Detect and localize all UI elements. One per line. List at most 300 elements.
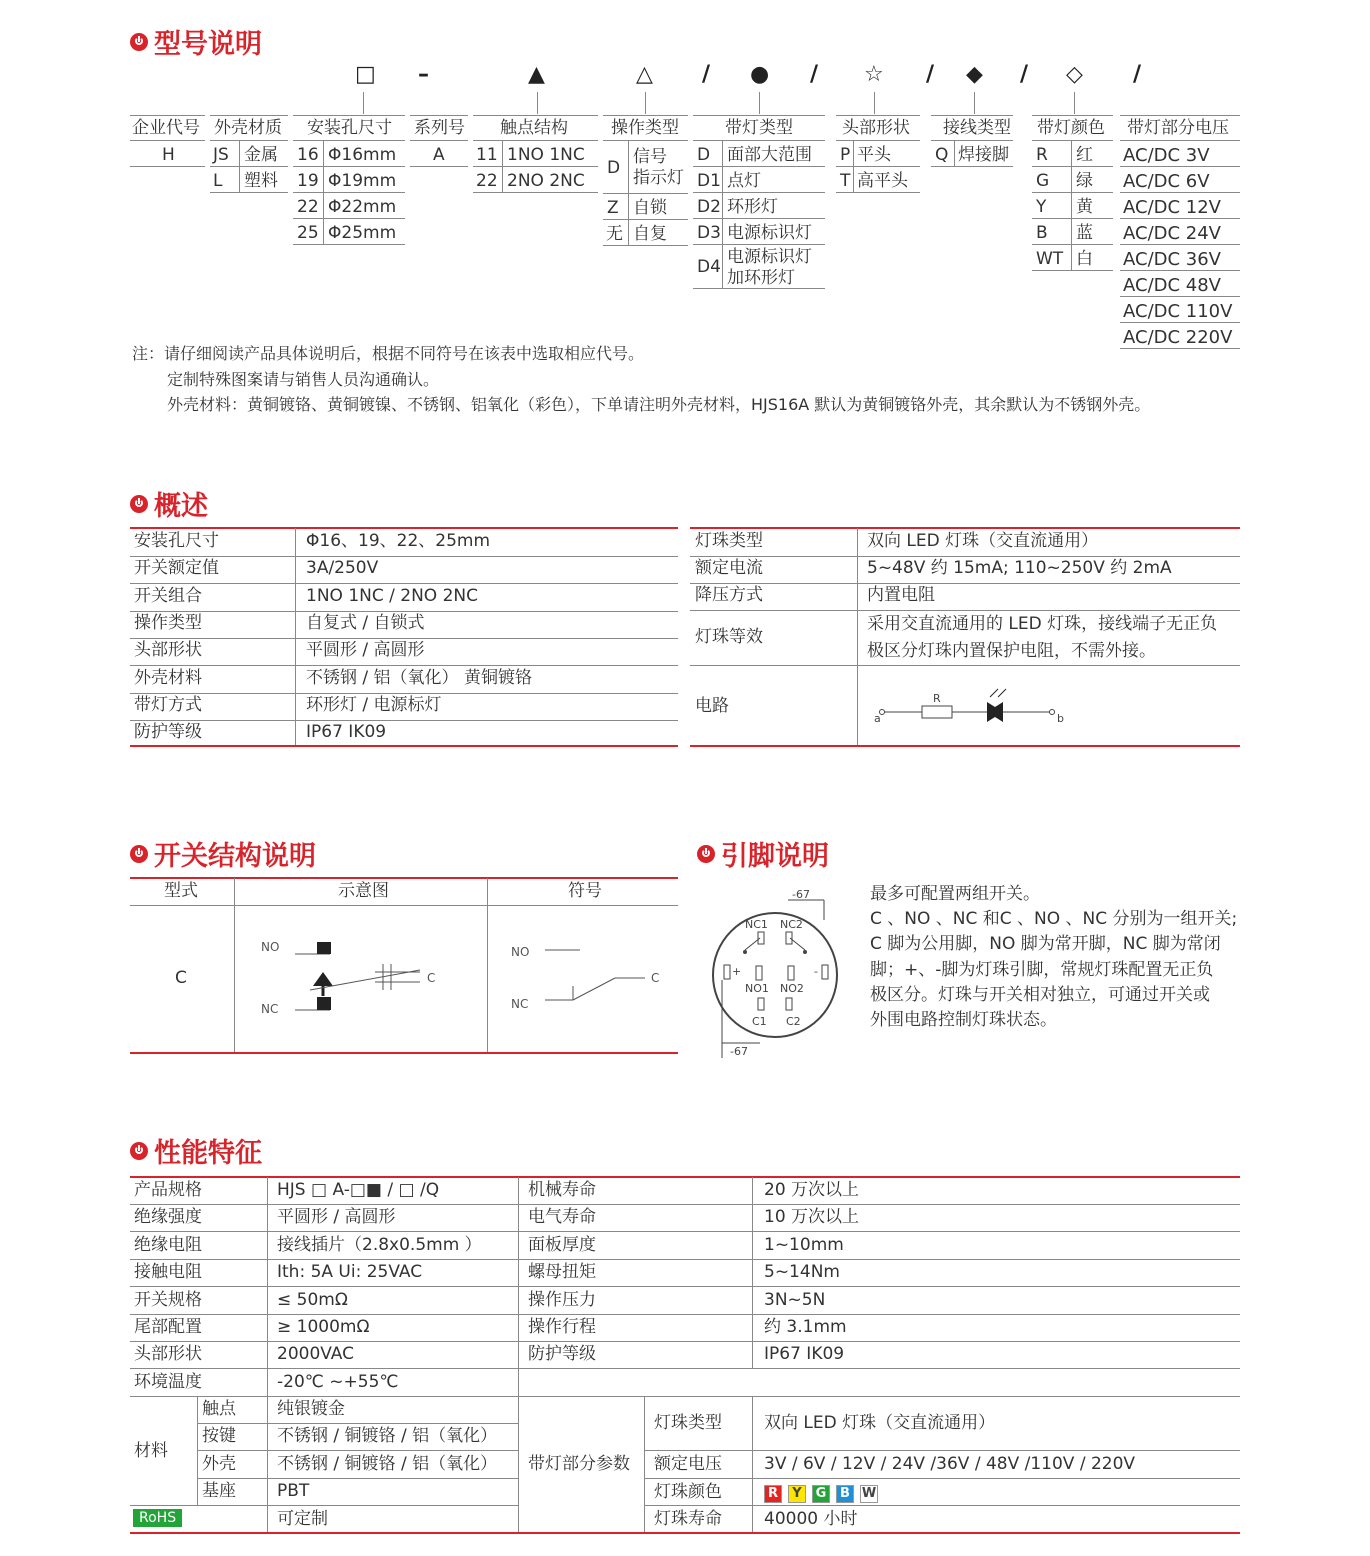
rule (130, 1231, 1240, 1232)
model-code: Z (607, 198, 619, 218)
perf-value: 3N~5N (764, 1289, 826, 1310)
overview-label: 额定电流 (695, 558, 763, 578)
perf-label: 头部形状 (134, 1344, 202, 1365)
model-code: B (1036, 223, 1048, 243)
rule (693, 140, 825, 141)
model-code: 无 (606, 224, 623, 244)
overview-value: 极区分灯珠内置保护电阻，不需外接。 (867, 641, 1156, 661)
rule (410, 140, 468, 141)
perf-label: 灯珠颜色 (654, 1482, 722, 1502)
perf-label: 绝缘电阻 (134, 1234, 202, 1255)
rule (644, 1450, 1240, 1451)
section-title-structure: 开关结构说明 (130, 834, 316, 873)
rule (603, 140, 688, 141)
rule (1120, 192, 1240, 193)
model-value: 自复 (633, 224, 667, 244)
model-value: 环形灯 (727, 197, 778, 217)
model-value: 加环形灯 (727, 268, 795, 288)
model-value: 红 (1076, 145, 1093, 165)
model-value: 信号 (633, 147, 667, 167)
rule (693, 115, 825, 116)
overview-value: 采用交直流通用的 LED 灯珠，接线端子无正负 (867, 614, 1218, 634)
rule (1120, 296, 1240, 297)
code-symbol: ◇ (1066, 62, 1083, 87)
rule (410, 166, 468, 167)
model-code: 22 (476, 171, 498, 191)
rule (293, 244, 405, 245)
perf-label: 产品规格 (134, 1180, 202, 1200)
swatch-y: Y (788, 1485, 806, 1503)
code-symbol: / (702, 62, 711, 87)
perf-label: 接触电阻 (134, 1262, 202, 1283)
perf-label: 开关规格 (134, 1289, 202, 1310)
rule (1120, 348, 1240, 349)
rule (1120, 166, 1240, 167)
rule (752, 1396, 753, 1532)
col-header: 型式 (164, 881, 198, 901)
overview-label: 防护等级 (134, 722, 202, 743)
model-value: 电源标识灯 (727, 223, 812, 243)
model-value: 金属 (244, 145, 278, 165)
rule (1032, 218, 1113, 219)
section-title-overview: 概述 (130, 484, 208, 523)
overview-value: Φ16、19、22、25mm (306, 531, 491, 551)
model-header: 接线类型 (943, 118, 1011, 138)
model-value: Φ25mm (328, 223, 397, 243)
model-value: AC/DC 24V (1123, 223, 1221, 244)
model-value: A (433, 145, 445, 165)
model-value: 白 (1076, 249, 1093, 269)
power-icon (130, 495, 148, 513)
model-header: 企业代号 (132, 118, 200, 138)
swatch-r: R (764, 1485, 782, 1503)
pin-c2: C2 (786, 1015, 801, 1028)
model-value: H (162, 145, 175, 165)
perf-value: 40000 小时 (764, 1509, 858, 1529)
rule (857, 528, 858, 745)
rule-red (690, 527, 1240, 529)
model-header: 带灯颜色 (1037, 118, 1105, 138)
rule (836, 166, 920, 167)
rule-red (130, 527, 678, 529)
perf-value: 可定制 (277, 1509, 328, 1529)
rule (130, 1204, 1240, 1205)
type-value: C (175, 968, 187, 988)
rule (1120, 140, 1240, 141)
rule-red (130, 1532, 1240, 1534)
code-symbol: ☆ (864, 62, 884, 87)
circuit-r: R (933, 692, 941, 705)
power-icon (130, 845, 148, 863)
rule (1120, 244, 1240, 245)
pin-c1: C1 (752, 1015, 767, 1028)
rule (210, 115, 288, 116)
model-code: D4 (697, 257, 721, 277)
overview-value: IP67 IK09 (306, 722, 387, 743)
perf-label: 带灯部分参数 (528, 1454, 630, 1474)
circuit-diagram (870, 685, 1070, 735)
perf-label: 基座 (202, 1481, 236, 1502)
perf-value: 2000VAC (277, 1344, 355, 1365)
model-value: 自锁 (633, 198, 667, 218)
rule (473, 140, 598, 141)
perf-value: ≤ 50mΩ (277, 1289, 348, 1310)
rule (722, 141, 723, 288)
model-code: D (607, 158, 621, 178)
model-code: 19 (297, 171, 319, 191)
model-header: 操作类型 (611, 118, 679, 138)
rule (690, 556, 1240, 557)
rule (628, 141, 629, 245)
rule (210, 192, 288, 193)
pins-text-line: 最多可配置两组开关。 (870, 884, 1040, 904)
pin-minus: - (814, 965, 818, 978)
pins-text-line: 极区分。灯珠与开关相对独立，可通过开关或 (870, 984, 1210, 1005)
model-code: L (213, 171, 223, 191)
rule (293, 115, 405, 116)
pin-no1: NO1 (745, 982, 769, 995)
circuit-b: b (1057, 712, 1064, 725)
model-value: 面部大范围 (727, 145, 812, 165)
overview-value: 平圆形 / 高圆形 (306, 640, 425, 661)
rule (690, 610, 1240, 611)
model-code: R (1036, 145, 1048, 165)
model-header: 触点结构 (500, 118, 568, 138)
model-code: D3 (697, 223, 721, 243)
rule (931, 166, 1013, 167)
section-title-model: 型号说明 (130, 22, 262, 61)
perf-value: HJS □ A-□■ / □ /Q (277, 1180, 440, 1200)
model-value: 1NO 1NC (507, 145, 585, 165)
perf-label: 操作压力 (528, 1289, 596, 1310)
model-code: T (840, 171, 851, 191)
perf-value: 不锈钢 / 铜镀铬 / 铝（氧化） (277, 1426, 498, 1447)
color-swatches (764, 1484, 884, 1503)
rule (130, 1341, 1240, 1342)
perf-label: 面板厚度 (528, 1234, 596, 1255)
rule (1032, 166, 1113, 167)
perf-value: 10 万次以上 (764, 1207, 860, 1228)
rule (130, 611, 678, 612)
rule (690, 583, 1240, 584)
rohs-badge: RoHS (133, 1509, 182, 1527)
overview-label: 安装孔尺寸 (134, 531, 219, 551)
rule (239, 141, 240, 193)
rule (693, 218, 825, 219)
model-code: 22 (297, 197, 319, 217)
code-symbol: ▲ (528, 62, 545, 87)
model-value: AC/DC 36V (1123, 249, 1221, 270)
overview-value: 自复式 / 自锁式 (306, 612, 425, 633)
model-code: Q (935, 145, 949, 165)
perf-label: 外壳 (202, 1453, 236, 1474)
code-symbol: / (810, 62, 819, 87)
model-value: AC/DC 3V (1123, 145, 1210, 166)
model-value: 绿 (1076, 171, 1093, 191)
pins-text-line: 外围电路控制灯珠状态。 (870, 1010, 1057, 1030)
model-code: WT (1036, 249, 1064, 269)
rule (690, 665, 1240, 666)
rule (210, 166, 288, 167)
rule (853, 141, 854, 193)
overview-value: 3A/250V (306, 558, 379, 579)
perf-value: 约 3.1mm (764, 1317, 847, 1337)
overview-label: 开关组合 (134, 585, 202, 606)
model-value: 平头 (857, 145, 891, 165)
rule (645, 92, 646, 114)
rule (1120, 322, 1240, 323)
label-nc: NC (511, 997, 529, 1011)
model-value: 蓝 (1076, 223, 1093, 243)
perf-value: IP67 IK09 (764, 1344, 845, 1365)
rule (603, 219, 688, 220)
label-c: C (651, 971, 660, 985)
model-value: AC/DC 220V (1123, 327, 1233, 348)
rule (1032, 244, 1113, 245)
pin-nc1: NC1 (745, 918, 768, 931)
pins-text-line: C 脚为公用脚，NO 脚为常开脚，NC 脚为常闭 (870, 934, 1221, 955)
overview-label: 开关额定值 (134, 558, 219, 579)
perf-value: 双向 LED 灯珠（交直流通用） (764, 1413, 996, 1433)
label-no: NO (511, 945, 530, 959)
perf-value: 20 万次以上 (764, 1180, 860, 1200)
model-value: AC/DC 12V (1123, 197, 1221, 218)
perf-label: 绝缘强度 (134, 1207, 202, 1228)
model-value: 塑料 (244, 171, 278, 191)
perf-value: 3V / 6V / 12V / 24V /36V / 48V /110V / 220V (764, 1454, 1136, 1474)
rule (130, 638, 678, 639)
rule (1120, 218, 1240, 219)
swatch-w: W (861, 1486, 877, 1501)
model-value: 高平头 (857, 171, 908, 191)
perf-label: 环境温度 (134, 1371, 202, 1392)
note-line: 定制特殊图案请与销售人员沟通确认。 (167, 370, 440, 389)
code-symbol: ● (750, 62, 770, 87)
rule (130, 583, 678, 584)
code-symbol: / (1133, 62, 1142, 87)
overview-label: 灯珠等效 (695, 627, 763, 647)
overview-value: 内置电阻 (867, 585, 935, 605)
model-code: D1 (697, 171, 721, 191)
perf-value: 纯银镀金 (277, 1399, 345, 1419)
rule (473, 115, 598, 116)
rule (293, 218, 405, 219)
rule (293, 192, 405, 193)
overview-label: 外壳材料 (134, 667, 202, 688)
rule (931, 140, 1013, 141)
rule (130, 1368, 1240, 1369)
label-no: NO (261, 940, 280, 954)
rule (130, 1505, 518, 1506)
dim-label: -67 (792, 888, 810, 901)
rule (130, 720, 678, 721)
perf-label: 尾部配置 (134, 1317, 202, 1337)
perf-label: 机械寿命 (528, 1180, 596, 1200)
model-value: 焊接脚 (958, 145, 1009, 165)
perf-value: Ith: 5A Ui: 25VAC (277, 1262, 423, 1283)
power-icon (130, 1142, 148, 1160)
rule (518, 1396, 519, 1532)
model-value: AC/DC 6V (1123, 171, 1210, 192)
power-icon (697, 845, 715, 863)
rule (197, 1450, 518, 1451)
rule (210, 140, 288, 141)
perf-label: 防护等级 (528, 1344, 596, 1365)
col-header: 符号 (568, 881, 602, 901)
perf-value: ≥ 1000mΩ (277, 1317, 370, 1337)
code-symbol: – (418, 62, 429, 87)
perf-label: 触点 (202, 1399, 236, 1419)
rule (603, 245, 688, 246)
rule (1032, 192, 1113, 193)
perf-value: PBT (277, 1481, 310, 1502)
rule (473, 166, 598, 167)
switch-symbol (505, 930, 675, 1020)
rule (537, 92, 538, 114)
rule-red (130, 745, 678, 747)
rule (874, 92, 875, 114)
pins-text-line: 脚；+、-脚为灯珠引脚，常规灯珠配置无正负 (870, 959, 1214, 980)
rule (1120, 115, 1240, 116)
model-value: AC/DC 48V (1123, 275, 1221, 296)
model-value: Φ22mm (328, 197, 397, 217)
overview-label: 操作类型 (134, 612, 202, 633)
model-value: 2NO 2NC (507, 171, 585, 191)
rule (1032, 115, 1113, 116)
model-code: 25 (297, 223, 319, 243)
perf-label: 操作行程 (528, 1317, 596, 1337)
model-header: 带灯类型 (725, 118, 793, 138)
rule (931, 115, 1013, 116)
overview-label: 灯珠类型 (695, 531, 763, 551)
overview-value: 1NO 1NC / 2NO 2NC (306, 585, 478, 606)
rule (130, 1314, 1240, 1315)
overview-value: 不锈钢 / 铝（氧化） 黄铜镀铬 (306, 667, 532, 688)
rule (473, 192, 598, 193)
overview-label: 头部形状 (134, 640, 202, 661)
rule (603, 115, 688, 116)
model-header: 带灯部分电压 (1127, 118, 1229, 138)
model-value: 电源标识灯 (727, 247, 812, 267)
rule (836, 115, 920, 116)
rule (644, 1478, 1240, 1479)
rule (130, 693, 678, 694)
perf-value: 不锈钢 / 铜镀铬 / 铝（氧化） (277, 1453, 498, 1474)
rule (502, 141, 503, 193)
model-code: D2 (697, 197, 721, 217)
perf-label: 材料 (134, 1441, 168, 1461)
dim-label: -67 (730, 1045, 748, 1058)
model-code: JS (213, 145, 229, 165)
rule (293, 140, 405, 141)
model-value: 点灯 (727, 171, 761, 191)
rule (293, 166, 405, 167)
model-code: G (1036, 171, 1050, 191)
perf-label: 电气寿命 (528, 1207, 596, 1228)
rule (836, 192, 920, 193)
rule (363, 92, 364, 114)
perf-label: 灯珠类型 (654, 1413, 722, 1433)
rule (693, 288, 825, 289)
perf-value: 接线插片（2.8x0.5mm ） (277, 1234, 482, 1255)
model-header: 外壳材质 (214, 118, 282, 138)
rule-red (690, 745, 1240, 747)
section-title-pins: 引脚说明 (697, 834, 829, 873)
perf-label: 额定电压 (654, 1454, 722, 1474)
rule (1074, 92, 1075, 114)
pin-diagram (700, 880, 850, 1060)
rule (323, 141, 324, 245)
rule (644, 1505, 1240, 1506)
perf-label: 按键 (202, 1426, 236, 1447)
rule (130, 556, 678, 557)
pin-plus: + (732, 965, 742, 978)
code-symbol: △ (636, 62, 653, 87)
model-value: Φ16mm (328, 145, 397, 165)
rule (197, 1423, 518, 1424)
rule (197, 1478, 518, 1479)
circuit-a: a (874, 712, 881, 725)
model-code: P (840, 145, 851, 165)
col-header: 示意图 (338, 881, 389, 901)
perf-value: -20℃ ~+55℃ (277, 1371, 399, 1392)
rule (267, 1396, 268, 1532)
rule (130, 1259, 1240, 1260)
rule (1032, 270, 1113, 271)
code-symbol: / (1020, 62, 1029, 87)
rule (954, 141, 955, 167)
overview-value: 5~48V 约 15mA; 110~250V 约 2mA (867, 558, 1172, 578)
overview-label: 带灯方式 (134, 694, 202, 715)
overview-label: 降压方式 (695, 585, 763, 605)
rule (603, 193, 688, 194)
rule (693, 192, 825, 193)
perf-label: 灯珠寿命 (654, 1509, 722, 1529)
pin-no2: NO2 (780, 982, 804, 995)
swatch-b: B (836, 1485, 854, 1503)
pin-nc2: NC2 (780, 918, 803, 931)
overview-value: 双向 LED 灯珠（交直流通用） (867, 531, 1099, 551)
note-line: 注：请仔细阅读产品具体说明后，根据不同符号在该表中选取相应代号。 (132, 344, 645, 363)
overview-value: 环形灯 / 电源标灯 (306, 694, 442, 715)
perf-value: 5~14Nm (764, 1262, 840, 1283)
rule (410, 115, 468, 116)
switch-schematic (255, 930, 455, 1020)
rule (693, 244, 825, 245)
power-icon (130, 33, 148, 51)
label-c: C (427, 971, 436, 985)
model-code: 11 (476, 145, 498, 165)
code-symbol: □ (355, 62, 376, 87)
model-code: D (697, 145, 711, 165)
label-nc: NC (261, 1002, 279, 1016)
perf-label: 螺母扭矩 (528, 1262, 596, 1283)
perf-value: 平圆形 / 高圆形 (277, 1207, 396, 1228)
rule (1032, 140, 1113, 141)
model-value: Φ19mm (328, 171, 397, 191)
rule (759, 92, 760, 114)
rule (1071, 141, 1072, 271)
model-value: 黄 (1076, 197, 1093, 217)
overview-label: 电路 (695, 696, 729, 716)
rule (836, 140, 920, 141)
model-code: Y (1036, 197, 1047, 217)
code-symbol: / (926, 62, 935, 87)
rule (130, 115, 205, 116)
rule (693, 166, 825, 167)
model-header: 安装孔尺寸 (307, 118, 392, 138)
model-value: AC/DC 110V (1123, 301, 1233, 322)
